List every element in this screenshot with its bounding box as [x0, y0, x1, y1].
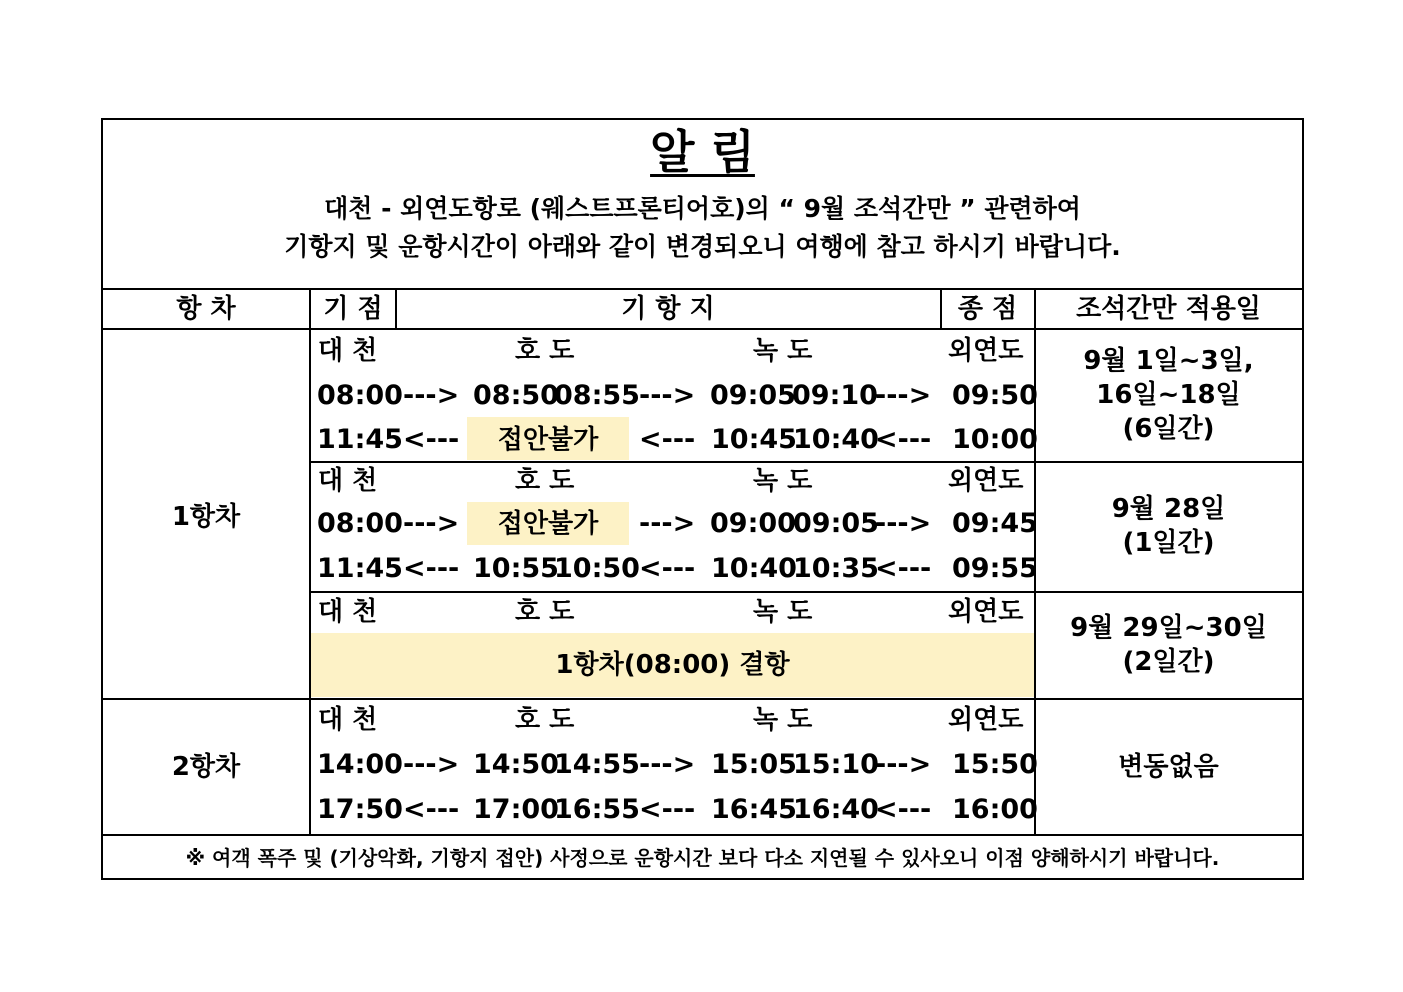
time-cell: 10:00 — [952, 424, 1038, 455]
stop-oeyeondo: 외연도 — [948, 705, 1024, 735]
time-cell: 09:05 — [793, 508, 879, 539]
time-cell: 09:45 — [952, 508, 1038, 539]
stop-nokdo: 녹 도 — [753, 705, 813, 735]
hodo-no-dock: 접안불가 — [497, 509, 599, 539]
time-cell: 16:40 — [793, 794, 879, 825]
dates-1-line-3: (6일간) — [1122, 414, 1215, 444]
grid-line — [310, 591, 1302, 593]
time-cell: 10:55 — [473, 553, 559, 584]
time-cell: 08:00 — [317, 508, 403, 539]
stop-nokdo: 녹 도 — [753, 336, 813, 366]
dates-1-line-2: 16일~18일 — [1096, 380, 1241, 410]
time-cell: 14:55 — [554, 749, 640, 780]
grid-line — [103, 834, 1302, 836]
arrow-out: ---> — [639, 380, 696, 411]
stop-hodo: 호 도 — [515, 705, 575, 735]
notice-line-1: 대천 - 외연도항로 (웨스트프론티어호)의 “ 9월 조석간만 ” 관련하여 — [324, 194, 1081, 223]
notice-box — [101, 118, 1304, 880]
time-cell: 10:45 — [711, 424, 797, 455]
time-cell: 09:55 — [952, 553, 1038, 584]
header-voyage: 항 차 — [176, 294, 236, 324]
dates-4: 변동없음 — [1118, 752, 1219, 782]
arrow-in: <--- — [639, 553, 696, 584]
time-cell: 08:00 — [317, 380, 403, 411]
arrow-in: <--- — [403, 553, 460, 584]
time-cell: 10:40 — [793, 424, 879, 455]
grid-line — [310, 461, 1302, 463]
hodo-no-dock: 접안불가 — [497, 425, 599, 455]
arrow-out: ---> — [875, 749, 932, 780]
stop-nokdo: 녹 도 — [753, 597, 813, 627]
time-cell: 10:40 — [711, 553, 797, 584]
arrow-in: <--- — [403, 794, 460, 825]
arrow-out: ---> — [875, 380, 932, 411]
arrow-in: <--- — [639, 424, 696, 455]
arrow-out: ---> — [639, 508, 696, 539]
stop-daecheon: 대 천 — [318, 705, 378, 735]
time-cell: 15:10 — [793, 749, 879, 780]
dates-1-line-1: 9월 1일~3일, — [1083, 346, 1254, 376]
dates-2-line-1: 9월 28일 — [1111, 494, 1226, 524]
arrow-in: <--- — [403, 424, 460, 455]
time-cell: 09:50 — [952, 380, 1038, 411]
time-cell: 16:00 — [952, 794, 1038, 825]
arrow-in: <--- — [875, 794, 932, 825]
time-cell: 14:50 — [473, 749, 559, 780]
header-origin: 기 점 — [323, 294, 383, 324]
time-cell: 16:55 — [554, 794, 640, 825]
notice-line-2: 기항지 및 운항시간이 아래와 같이 변경되오니 여행에 참고 하시기 바랍니다. — [284, 232, 1121, 261]
arrow-out: ---> — [403, 749, 460, 780]
time-cell: 09:05 — [710, 380, 796, 411]
time-cell: 15:50 — [952, 749, 1038, 780]
arrow-out: ---> — [403, 380, 460, 411]
voyage-1-label: 1항차 — [171, 502, 241, 532]
arrow-in: <--- — [875, 553, 932, 584]
arrow-in: <--- — [875, 424, 932, 455]
time-cell: 17:50 — [317, 794, 403, 825]
dates-3-line-1: 9월 29일~30일 — [1070, 613, 1267, 643]
grid-line — [309, 288, 311, 834]
time-cell: 14:00 — [317, 749, 403, 780]
notice-title: 알 림 — [650, 125, 755, 179]
time-cell: 08:55 — [554, 380, 640, 411]
notice-header — [103, 120, 1302, 289]
dates-3-line-2: (2일간) — [1122, 647, 1215, 677]
cancel-notice: 1항차(08:00) 결항 — [555, 650, 790, 680]
time-cell: 09:00 — [710, 508, 796, 539]
stop-nokdo: 녹 도 — [753, 466, 813, 496]
header-terminal: 종 점 — [957, 294, 1018, 324]
arrow-out: ---> — [875, 508, 932, 539]
time-cell: 17:00 — [473, 794, 559, 825]
stop-oeyeondo: 외연도 — [948, 466, 1024, 496]
dates-2-line-2: (1일간) — [1122, 528, 1215, 558]
arrow-out: ---> — [403, 508, 460, 539]
arrow-in: <--- — [639, 794, 696, 825]
time-cell: 15:05 — [711, 749, 797, 780]
stop-daecheon: 대 천 — [318, 597, 378, 627]
time-cell: 09:10 — [792, 380, 878, 411]
header-ports: 기 항 지 — [621, 294, 715, 324]
time-cell: 10:50 — [554, 553, 640, 584]
time-cell: 11:45 — [317, 553, 403, 584]
stop-daecheon: 대 천 — [318, 466, 378, 496]
header-dates: 조석간만 적용일 — [1076, 294, 1261, 324]
stop-hodo: 호 도 — [515, 336, 575, 366]
time-cell: 16:45 — [711, 794, 797, 825]
time-cell: 11:45 — [317, 424, 403, 455]
arrow-out: ---> — [639, 749, 696, 780]
voyage-2-label: 2항차 — [171, 752, 241, 782]
time-cell: 08:50 — [473, 380, 559, 411]
grid-line — [103, 698, 1302, 700]
stop-oeyeondo: 외연도 — [948, 597, 1024, 627]
stop-daecheon: 대 천 — [318, 336, 378, 366]
footnote: ※ 여객 폭주 및 (기상악화, 기항지 접안) 사정으로 운항시간 보다 다소 지연될 수 있사오니 이점 양해하시기 바랍니다. — [185, 846, 1220, 870]
time-cell: 10:35 — [793, 553, 879, 584]
stop-oeyeondo: 외연도 — [948, 336, 1024, 366]
stop-hodo: 호 도 — [515, 597, 575, 627]
stop-hodo: 호 도 — [515, 466, 575, 496]
